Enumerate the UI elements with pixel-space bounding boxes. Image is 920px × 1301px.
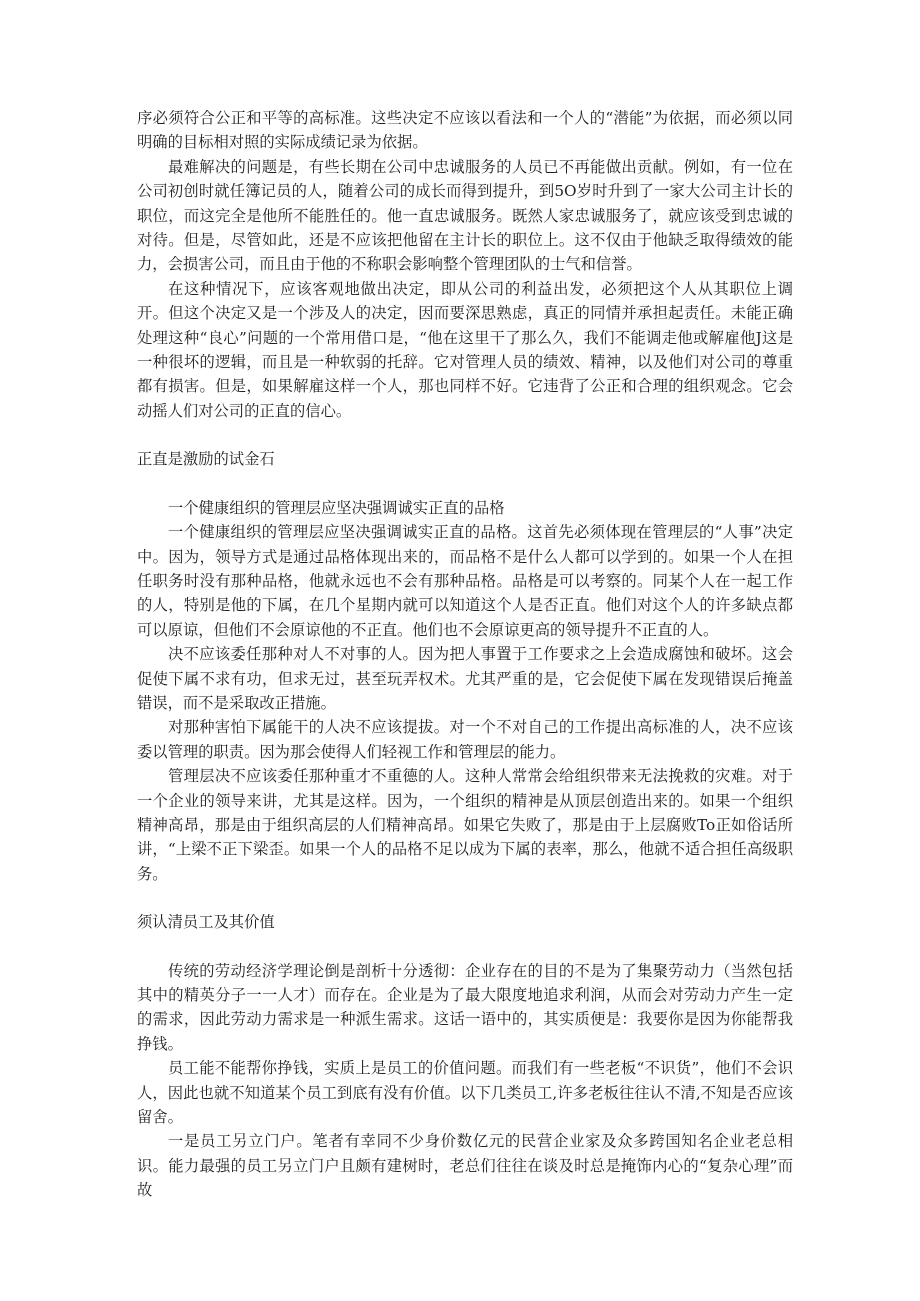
subheading-healthy-organization: 一个健康组织的管理层应坚决强调诚实正直的品格 [168,498,505,517]
section-heading-integrity: 正直是激励的试金石 [137,450,275,469]
paragraph-6: 对那种害怕下属能干的人决不应该提拔。对一个不对自己的工作提出高标准的人，决不应该委以管理的职责。因为那会使得人们轻视工作和管理层的能力。 [137,718,793,761]
paragraph-8: 传统的劳动经济学理论倒是剖析十分透彻：企业存在的目的不是为了集聚劳动力（当然包括其中的精英分子一一人才）而存在。企业是为了最大限度地追求利润，从而会对劳动力产生一定的需求，因此劳动力需求是一种派生需求。这话一语中的，其实质便是：我要你是因为你能帮我挣钱。 [137,961,793,1053]
paragraph-3: 在这种情况下，应该客观地做出决定，即从公司的利益出发，必须把这个人从其职位上调开。但这个决定又是一个涉及人的决定，因而要深思熟虑，真正的同情并承担起责任。未能正确处理这种“良心”问题的一个常用借口是，“他在这里干了那么久，我们不能调走他或解雇他J这是一种很坏的逻辑，而且是一种软弱的托辞。它对管理人员的绩效、精神，以及他们对公司的尊重都有损害。但是，如果解雇这样一个人，那也同样不好。它违背了公正和合理的组织观念。它会动摇人们对公司的正直的信心。 [137,279,793,420]
paragraph-5: 决不应该委任那种对人不对事的人。因为把人事置于工作要求之上会造成腐蚀和破坏。这会促使下属不求有功，但求无过，甚至玩弄权术。尤其严重的是，它会促使下属在发现错误后掩盖错误，而不是采取改正措施。 [137,645,793,712]
paragraph-1: 序必须符合公正和平等的高标准。这些决定不应该以看法和一个人的“潜能”为依据，而必须以同明确的目标相对照的实际成绩记录为依据。 [137,109,793,152]
paragraph-7: 管理层决不应该委任那种重才不重德的人。这种人常常会给组织带来无法挽救的灾难。对于一个企业的领导来讲，尤其是这样。因为，一个组织的精神是从顶层创造出来的。如果一个组织精神高昂，那是由于组织高层的人们精神高昂。如果它失败了，那是由于上层腐败To正如俗话所讲，“上梁不正下梁歪。如果一个人的品格不足以成为下属的表率，那么，他就不适合担任高级职务。 [137,767,793,883]
paragraph-10: 一是员工另立门户。笔者有幸同不少身价数亿元的民营企业家及众多跨国知名企业老总相识。能力最强的员工另立门户且颇有建树时，老总们往往在谈及时总是掩饰内心的“复杂心理”而故 [137,1132,793,1200]
section-heading-employee-value: 须认清员工及其价值 [137,913,275,932]
paragraph-4: 一个健康组织的管理层应坚决强调诚实正直的品格。这首先必须体现在管理层的“人事”决定中。因为，领导方式是通过品格体现出来的，而品格不是什么人都可以学到的。如果一个人在担任职务时没有那种品格，他就永远也不会有那种品格。品格是可以考察的。同某个人在一起工作的人，特别是他的下属，在几个星期内就可以知道这个人是否正直。他们对这个人的许多缺点都可以原谅，但他们不会原谅他的不正直。他们也不会原谅更高的领导提升不正直的人。 [137,523,793,639]
document-body [137,106,793,1203]
paragraph-2: 最难解决的问题是，有些长期在公司中忠诚服务的人员已不再能做出贡献。例如，有一位在公司初创时就任簿记员的人，随着公司的成长而得到提升，到5O岁时升到了一家大公司主计长的职位，而这完全是他所不能胜任的。他一直忠诚服务。既然人家忠诚服务了，就应该受到忠诚的对待。但是，尽管如此，还是不应该把他留在主计长的职位上。这不仅由于他缺乏取得绩效的能力，会损害公司，而且由于他的不称职会影响整个管理团队的士气和信誉。 [137,157,793,274]
paragraph-9: 员工能不能帮你挣钱，实质上是员工的价值问题。而我们有一些老板“不识货”，他们不会识人，因此也就不知道某个员工到底有没有价值。以下几类员工,许多老板往往认不清,不知是否应该留舍。 [137,1059,793,1127]
